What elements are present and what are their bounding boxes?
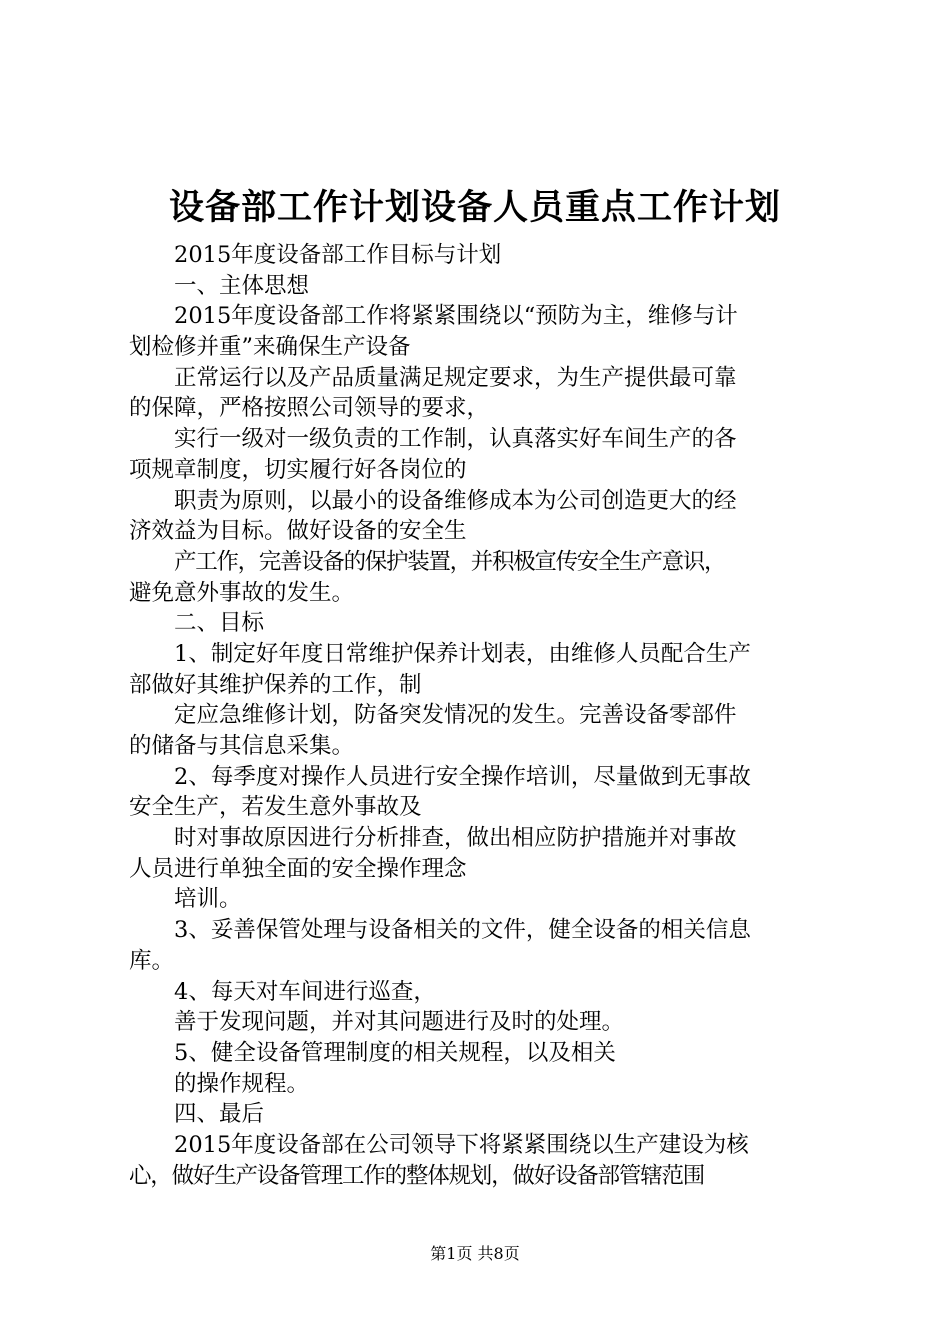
paragraph-line: 一、主体思想: [174, 272, 310, 299]
paragraph-line: 的保障，严格按照公司领导的要求，: [129, 395, 490, 422]
paragraph-line: 济效益为目标。做好设备的安全生: [129, 518, 467, 545]
paragraph-line: 善于发现问题，并对其问题进行及时的处理。: [174, 1009, 625, 1036]
paragraph-line: 心，做好生产设备管理工作的整体规划，做好设备部管辖范围: [129, 1162, 705, 1189]
paragraph-line: 培训。: [174, 886, 242, 913]
paragraph-line: 安全生产，若发生意外事故及: [129, 794, 422, 821]
paragraph-line: 库。: [129, 947, 175, 974]
paragraph-line: 2015年度设备部在公司领导下将紧紧围绕以生产建设为核: [174, 1131, 749, 1158]
paragraph-line: 5、健全设备管理制度的相关规程，以及相关: [174, 1039, 616, 1066]
paragraph-line: 2、每季度对操作人员进行安全操作培训，尽量做到无事故: [174, 763, 751, 790]
paragraph-line: 3、妥善保管处理与设备相关的文件，健全设备的相关信息: [174, 917, 751, 944]
paragraph-line: 实行一级对一级负责的工作制，认真落实好车间生产的各: [174, 426, 737, 453]
page-footer: 第1页 共8页: [430, 1244, 520, 1263]
paragraph-line: 2015年度设备部工作将紧紧围绕以“预防为主，维修与计: [174, 303, 738, 330]
paragraph-line: 4、每天对车间进行巡查，: [174, 978, 436, 1005]
paragraph-line: 2015年度设备部工作目标与计划: [174, 242, 502, 268]
paragraph-line: 职责为原则，以最小的设备维修成本为公司创造更大的经: [174, 487, 737, 514]
document-title: 设备部工作计划设备人员重点工作计划: [168, 187, 781, 228]
paragraph-line: 的操作规程。: [174, 1070, 310, 1097]
paragraph-line: 二、目标: [174, 610, 265, 637]
document-body: [129, 240, 829, 1191]
paragraph-line: 1、制定好年度日常维护保养计划表，由维修人员配合生产: [174, 640, 751, 667]
paragraph-line: 产工作，完善设备的保护装置，并积极宣传安全生产意识，: [174, 548, 726, 575]
paragraph-line: 的储备与其信息采集。: [129, 733, 355, 759]
paragraph-line: 正常运行以及产品质量满足规定要求，为生产提供最可靠: [174, 364, 737, 391]
paragraph-line: 部做好其维护保养的工作，制: [129, 671, 422, 698]
paragraph-line: 时对事故原因进行分析排查，做出相应防护措施并对事故: [174, 825, 737, 852]
paragraph-line: 四、最后: [174, 1101, 265, 1128]
paragraph-line: 人员进行单独全面的安全操作理念: [129, 855, 467, 882]
paragraph-line: 避免意外事故的发生。: [129, 579, 355, 606]
paragraph-line: 划检修并重”来确保生产设备: [129, 334, 411, 361]
paragraph-line: 定应急维修计划，防备突发情况的发生。完善设备零部件: [174, 702, 737, 729]
paragraph-line: 项规章制度，切实履行好各岗位的: [129, 456, 467, 483]
